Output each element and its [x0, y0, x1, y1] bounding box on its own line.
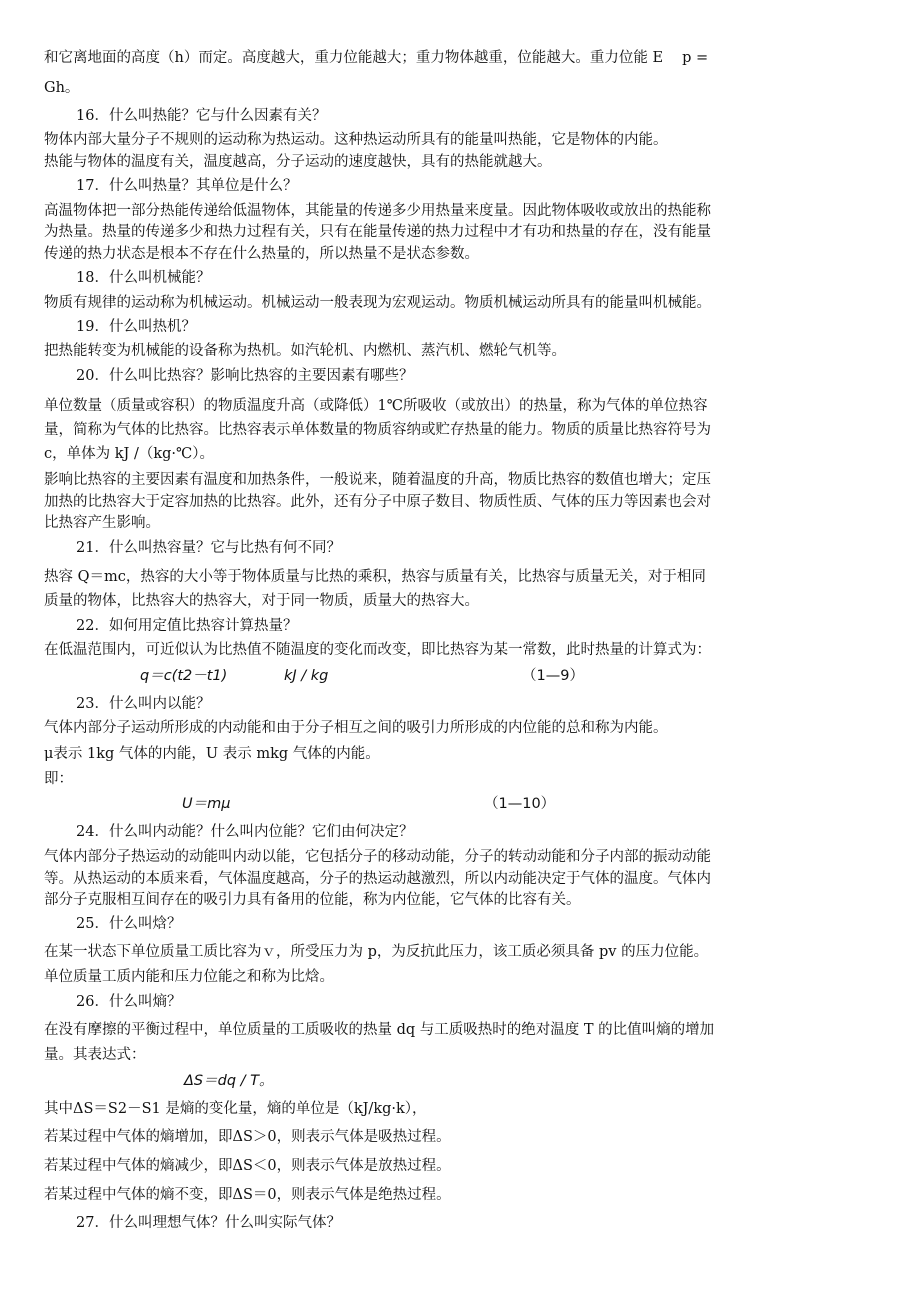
- equation-heat-unit: kJ / kg: [284, 668, 329, 684]
- text-line: Gh。: [44, 80, 80, 96]
- text-line: 即：: [44, 771, 73, 787]
- text-line: 为热量。热量的传递多少和热力过程有关，只有在能量传递的热力过程中才有功和热量的存在，没有能量: [44, 224, 711, 240]
- question-heading: 21．什么叫热容量？它与比热有何不同？: [76, 540, 341, 556]
- equation-entropy: ΔS＝dq / T。: [184, 1073, 274, 1089]
- text-line: 部分子克服相互间存在的吸引力具有备用的位能，称为内位能，它气体的比容有关。: [44, 892, 581, 908]
- question-heading: 20．什么叫比热容？影响比热容的主要因素有哪些？: [76, 368, 414, 384]
- text-line: 等。从热运动的本质来看，气体温度越高，分子的热运动越激烈，所以内动能决定于气体的温度。气体内: [44, 871, 711, 887]
- text-line: 物质有规律的运动称为机械运动。机械运动一般表现为宏观运动。物质机械运动所具有的能量叫机械能。: [44, 295, 711, 311]
- text-line: 在某一状态下单位质量工质比容为ｖ，所受压力为 p，为反抗此压力，该工质必须具备 pv 的压力位能。: [44, 944, 709, 960]
- text-line: 质量的物体，比热容大的热容大，对于同一物质，质量大的热容大。: [44, 593, 479, 609]
- question-heading: 23．什么叫内以能？: [76, 696, 211, 712]
- text-line: 比热容产生影响。: [44, 515, 160, 531]
- question-heading: 27．什么叫理想气体？什么叫实际气体？: [76, 1215, 341, 1231]
- text-line: 若某过程中气体的熵增加，即ΔS＞0，则表示气体是吸热过程。: [44, 1129, 451, 1145]
- text-line: 单位数量（质量或容积）的物质温度升高（或降低）1℃所吸收（或放出）的热量，称为气体的单位热容: [44, 398, 708, 414]
- question-heading: 26．什么叫熵？: [76, 994, 182, 1010]
- text-line: 在没有摩擦的平衡过程中，单位质量的工质吸收的热量 dq 与工质吸热时的绝对温度 T 的比值叫熵的增加: [44, 1022, 715, 1038]
- text-line: 若某过程中气体的熵不变，即ΔS＝0，则表示气体是绝热过程。: [44, 1187, 451, 1203]
- text-line: c，单体为 kJ /（kg·℃）。: [44, 446, 214, 462]
- question-heading: 18．什么叫机械能？: [76, 270, 211, 286]
- question-heading: 16．什么叫热能？它与什么因素有关？: [76, 108, 327, 124]
- text-line: 热容 Q＝mc，热容的大小等于物体质量与比热的乘积，热容与质量有关，比热容与质量无关，对于相同: [44, 569, 706, 585]
- text-line: 加热的比热容大于定容加热的比热容。此外，还有分子中原子数目、物质性质、气体的压力等因素也会对: [44, 494, 711, 510]
- text-line: 气体内部分子热运动的动能叫内动以能，它包括分子的移动动能，分子的转动动能和分子内部的振动动能: [44, 849, 711, 865]
- text-line: 其中ΔS＝S2－S1 是熵的变化量，熵的单位是（kJ/kg·k），: [44, 1101, 427, 1117]
- question-heading: 19．什么叫热机？: [76, 319, 196, 335]
- equation-number: （1—10）: [484, 796, 556, 812]
- equation-internal-energy: U＝mμ: [182, 796, 231, 812]
- text-line: 量。其表达式：: [44, 1047, 146, 1063]
- question-heading: 25．什么叫焓？: [76, 916, 182, 932]
- text-line: 传递的热力状态是根本不存在什么热量的，所以热量不是状态参数。: [44, 246, 479, 262]
- question-heading: 24．什么叫内动能？什么叫内位能？它们由何决定？: [76, 824, 414, 840]
- text-line: 量，简称为气体的比热容。比热容表示单体数量的物质容纳或贮存热量的能力。物质的质量比热容符号为: [44, 422, 711, 438]
- text-line: μ表示 1kg 气体的内能，U 表示 mkg 气体的内能。: [44, 746, 380, 762]
- text-line: 物体内部大量分子不规则的运动称为热运动。这种热运动所具有的能量叫热能，它是物体的内能。: [44, 132, 668, 148]
- equation-number: （1—9）: [522, 668, 584, 684]
- question-heading: 22．如何用定值比热容计算热量？: [76, 618, 298, 634]
- text-line: 气体内部分子运动所形成的内动能和由于分子相互之间的吸引力所形成的内位能的总和称为内能。: [44, 720, 668, 736]
- text-line: 把热能转变为机械能的设备称为热机。如汽轮机、内燃机、蒸汽机、燃轮气机等。: [44, 343, 566, 359]
- text-line: 热能与物体的温度有关，温度越高，分子运动的速度越快，具有的热能就越大。: [44, 154, 552, 170]
- question-heading: 17．什么叫热量？其单位是什么？: [76, 178, 298, 194]
- equation-heat-formula: q＝c(t2－t1): [140, 668, 228, 684]
- text-line: 影响比热容的主要因素有温度和加热条件，一般说来，随着温度的升高，物质比热容的数值也增大；定压: [44, 472, 711, 488]
- text-line: 若某过程中气体的熵减少，即ΔS＜0，则表示气体是放热过程。: [44, 1158, 451, 1174]
- text-line: 高温物体把一部分热能传递给低温物体，其能量的传递多少用热量来度量。因此物体吸收或放出的热能称: [44, 203, 711, 219]
- text-line: 在低温范围内，可近似认为比热值不随温度的变化而改变，即比热容为某一常数，此时热量的计算式为：: [44, 642, 711, 658]
- text-line: 单位质量工质内能和压力位能之和称为比焓。: [44, 969, 334, 985]
- text-line: 和它离地面的高度（h）而定。高度越大，重力位能越大；重力物体越重，位能越大。重力位能 E p =: [44, 50, 709, 66]
